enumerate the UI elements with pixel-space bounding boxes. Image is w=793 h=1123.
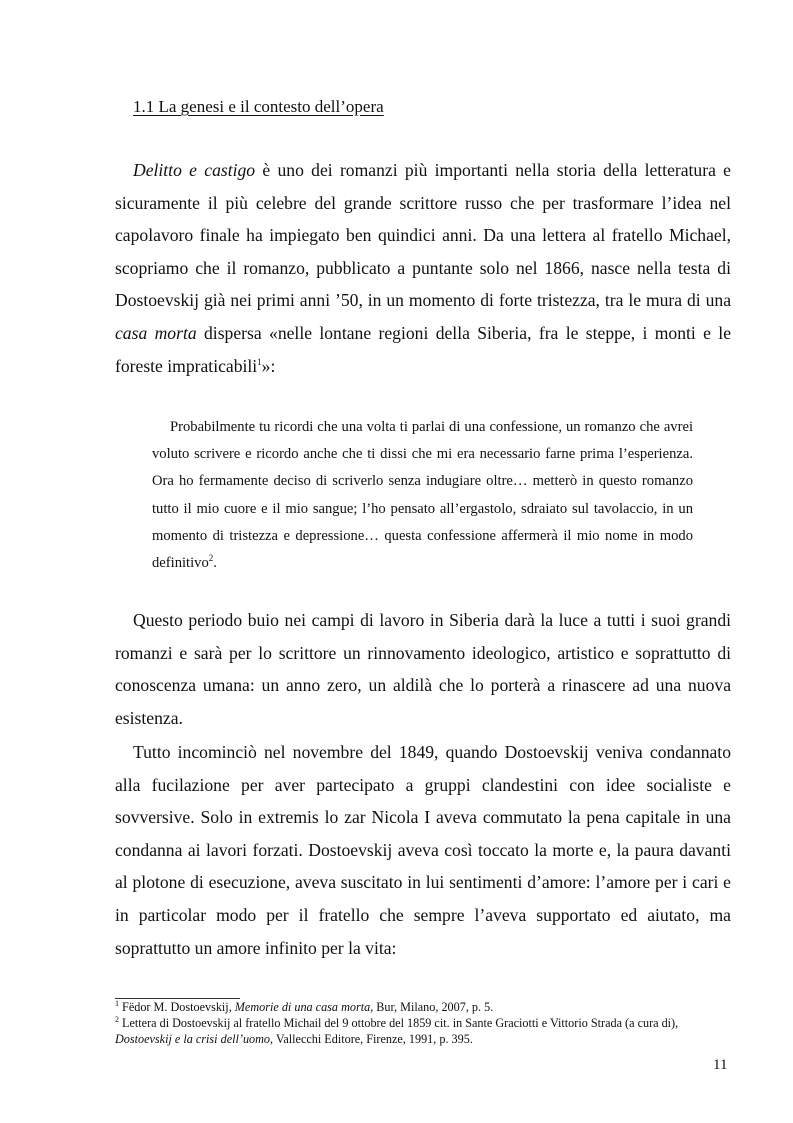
book-title-italic: Delitto e castigo — [133, 160, 256, 180]
casa-morta-italic: casa morta — [115, 322, 197, 343]
footnote-1-title: Memorie di una casa morta — [234, 1000, 371, 1014]
footnotes — [115, 999, 735, 1047]
footnote-1 — [115, 999, 735, 1015]
block-quote-text: Probabilmente tu ricordi che una volta ti parlai di una confessione, un romanzo che avrei voluto scrivere e ricordo anche che ti dissi che mi era necessario farne prima l’esperienza. Ora ho fermamente deciso di scriverlo senza indugiare oltre… metterò in questo romanzo tutto il mio cuore e il mio sangue; l’ho pensato all’ergastolo, sdraiato sul tavolaccio, in un momento di tristezza e depressione… questa confessione affermerà il mio nome in modo definitivo — [152, 419, 693, 572]
footnote-2 — [115, 1015, 735, 1047]
footnote-ref-2[interactable]: 2 — [208, 553, 214, 564]
footnote-2-rest: , Vallecchi Editore, Firenze, 1991, p. 395. — [270, 1032, 473, 1046]
paragraph-1-text-d: »: — [261, 355, 276, 376]
block-quote — [152, 414, 693, 577]
footnote-1-author: Fëdor M. Dostoevskij, — [119, 1000, 235, 1014]
footnote-1-number: 1 — [115, 998, 119, 1008]
paragraph-2 — [115, 604, 731, 734]
paragraph-1-text-c: dispersa «nelle lontane regioni della Siberia, fra le steppe, i monti e le foreste impraticabili — [115, 322, 732, 376]
footnote-2-text: Lettera di Dostoevskij al fratello Michail del 9 ottobre del 1859 cit. in Sante Graciotti e Vittorio Strada (a cura di), — [119, 1016, 679, 1030]
footnote-2-title: Dostoevskij e la crisi dell’uomo — [115, 1032, 271, 1046]
footnote-2-number: 2 — [115, 1014, 119, 1024]
block-quote-end: . — [213, 555, 217, 572]
paragraph-3 — [115, 736, 731, 964]
section-title: 1.1 La genesi e il contesto dell’opera — [133, 97, 384, 116]
paragraph-2-text: Questo periodo buio nei campi di lavoro in Siberia darà la luce a tutti i suoi grandi romanzi e sarà per lo scrittore un rinnovamento ideologico, artistico e soprattutto di conoscenza umana: un anno zero, un aldilà che lo porterà a rinascere ad una nuova esistenza. — [115, 610, 731, 728]
paragraph-1-text-a: è uno dei romanzi più importanti nella storia della letteratura e sicuramente il più celebre del grande scrittore russo che per trasformare l’idea nel capolavoro finale ha impiegato ben quindici anni. Da una lettera al fratello Michael, scopriamo che il romanzo, pubblicato a puntante solo nel 1866, nasce nella testa di Dostoevskij già nei primi anni ’50, in un momento di forte tristezza, tra le mura di una — [115, 160, 731, 311]
footnote-1-rest: , Bur, Milano, 2007, p. 5. — [370, 1000, 494, 1014]
footnote-ref-1[interactable]: 1 — [257, 356, 262, 367]
paragraph-1 — [115, 154, 731, 382]
page-number: 11 — [713, 1057, 728, 1073]
paragraph-3-text: Tutto incominciò nel novembre del 1849, quando Dostoevskij veniva condannato alla fucilazione per aver partecipato a gruppi clandestini con idee socialiste e sovversive. Solo in extremis lo zar Nicola I aveva commutato la pena capitale in una condanna ai lavori forzati. Dostoevskij aveva così toccato la morte e, la paura davanti al plotone di esecuzione, aveva suscitato in lui sentimenti d’amore: l’amore per i cari e in particolar modo per il fratello che sempre l’aveva supportato ed aiutato, ma soprattutto un amore infinito per la vita: — [115, 742, 731, 958]
